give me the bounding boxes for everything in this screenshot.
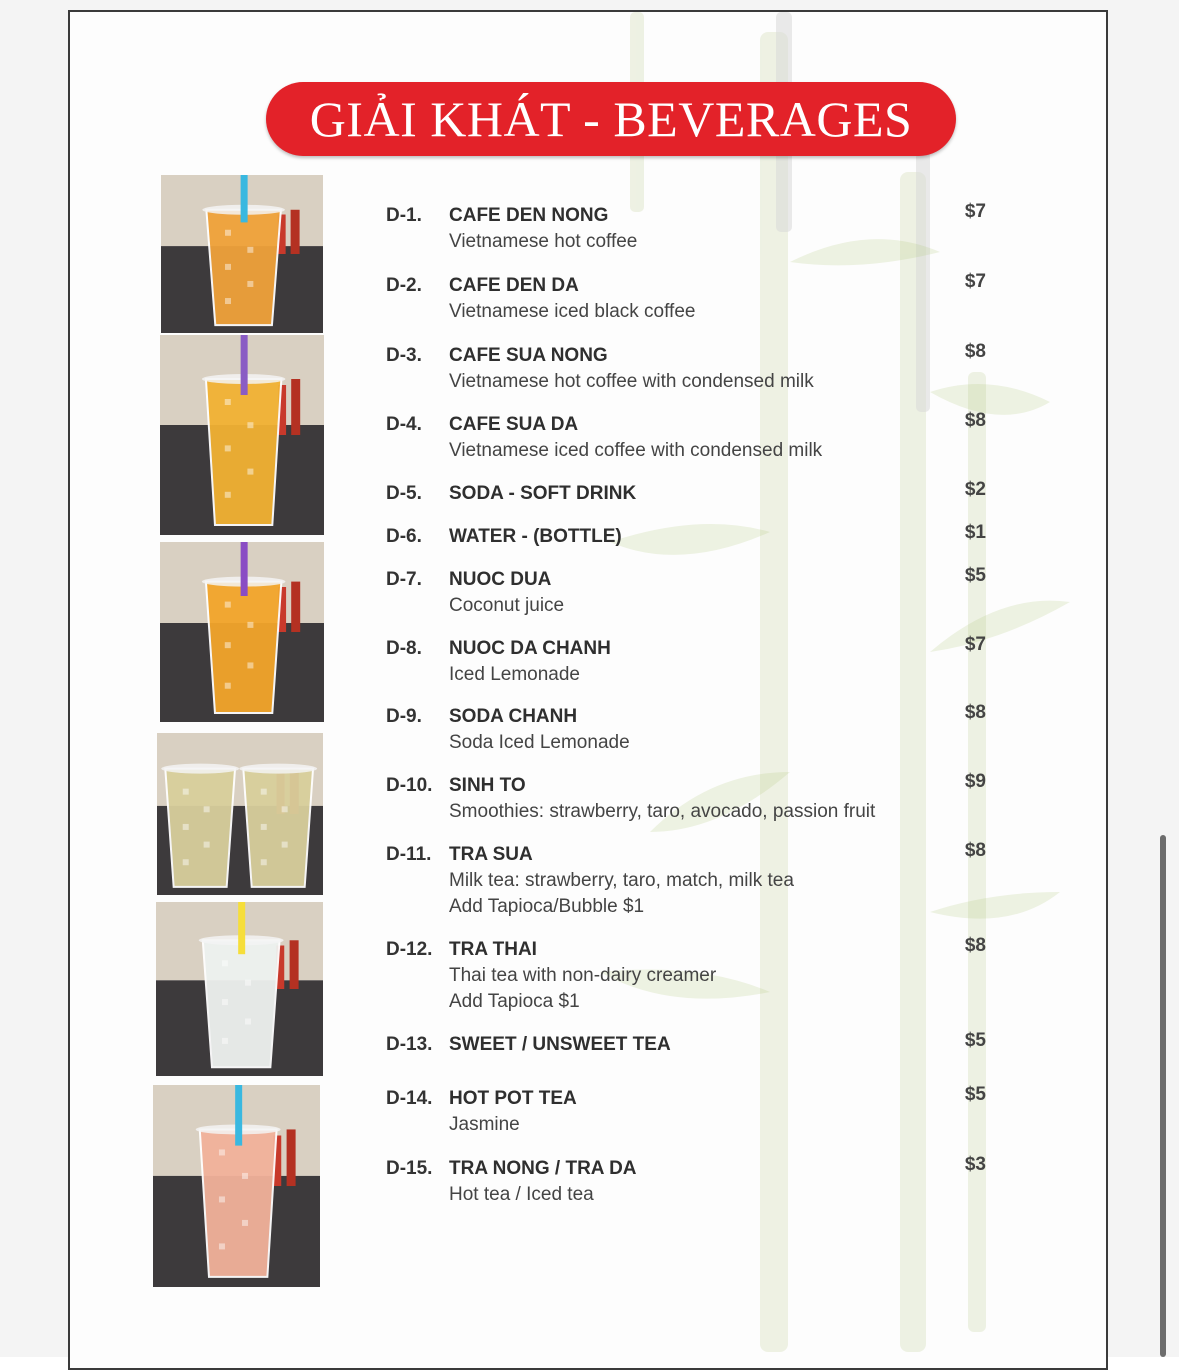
menu-item-name: CAFE DEN DA (449, 275, 579, 296)
menu-item-code: D-14. (386, 1088, 433, 1109)
menu-item-description: Vietnamese hot coffee with condensed milk (449, 371, 814, 392)
menu-item-code: D-7. (386, 569, 422, 590)
menu-item-description: Smoothies: strawberry, taro, avocado, passion fruit (449, 801, 876, 822)
menu-item-name: TRA THAI (449, 939, 537, 960)
menu-item-name: CAFE SUA DA (449, 414, 579, 435)
menu-item-price: $5 (964, 565, 986, 586)
menu-item-name: TRA NONG / TRA DA (449, 1158, 637, 1179)
menu-item-name: SODA - SOFT DRINK (449, 483, 637, 504)
menu-item-description: Milk tea: strawberry, taro, match, milk tea (449, 870, 794, 891)
menu-item-code: D-2. (386, 275, 422, 296)
menu-title: GIẢI KHÁT - BEVERAGES (309, 91, 913, 147)
menu-item-description: Soda Iced Lemonade (449, 732, 630, 753)
menu-item-price: $7 (964, 271, 986, 292)
scrollbar[interactable] (1160, 835, 1166, 1357)
menu-item-name: WATER - (BOTTLE) (449, 526, 622, 547)
menu-item-description: Vietnamese iced black coffee (449, 301, 696, 322)
menu-item-code: D-12. (386, 939, 433, 960)
menu-item-price: $7 (964, 634, 986, 655)
menu-item-description: Add Tapioca $1 (449, 991, 580, 1012)
menu-item-code: D-13. (386, 1034, 433, 1055)
menu-item-code: D-8. (386, 638, 422, 659)
menu-item-price: $2 (964, 479, 986, 500)
menu-item-description: Vietnamese iced coffee with condensed milk (449, 440, 823, 461)
menu-item-price: $3 (964, 1154, 986, 1175)
menu-item-price: $8 (964, 341, 986, 362)
menu-item-description: Jasmine (449, 1114, 520, 1135)
menu-item-price: $9 (964, 771, 986, 792)
menu-item-description: Iced Lemonade (449, 664, 580, 685)
menu-item-description: Thai tea with non-dairy creamer (449, 965, 717, 986)
menu-item-name: CAFE DEN NONG (449, 205, 609, 226)
lemonade-photo (156, 902, 323, 1076)
menu-item-name: NUOC DA CHANH (449, 638, 611, 659)
menu-item-name: SWEET / UNSWEET TEA (449, 1034, 671, 1055)
menu-item-price: $8 (964, 840, 986, 861)
iced-coffee-photo (160, 335, 324, 535)
menu-item-code: D-5. (386, 483, 422, 504)
thai-tea-photo (160, 542, 324, 722)
menu-item-code: D-10. (386, 775, 433, 796)
menu-title-banner (266, 82, 956, 156)
menu-item-price: $5 (964, 1084, 986, 1105)
menu-item-code: D-6. (386, 526, 422, 547)
menu-item-name: SINH TO (449, 775, 526, 796)
menu-item-price: $8 (964, 702, 986, 723)
menu-item-price: $8 (964, 410, 986, 431)
menu-item-code: D-15. (386, 1158, 433, 1179)
menu-item-description: Add Tapioca/Bubble $1 (449, 896, 645, 917)
menu-item-code: D-9. (386, 706, 422, 727)
menu-item-price: $8 (964, 935, 986, 956)
menu-item-price: $1 (964, 522, 986, 543)
menu-item-description: Coconut juice (449, 595, 565, 616)
orange-iced-drink-photo (161, 175, 323, 333)
milk-tea-photo (157, 733, 323, 895)
menu-item-code: D-11. (386, 844, 432, 865)
menu-item-name: SODA CHANH (449, 706, 578, 727)
menu-item-name: TRA SUA (449, 844, 533, 865)
menu-item-name: NUOC DUA (449, 569, 552, 590)
menu-item-code: D-1. (386, 205, 422, 226)
pink-milk-tea-photo (153, 1085, 320, 1287)
menu-item-code: D-3. (386, 345, 422, 366)
menu-item-name: HOT POT TEA (449, 1088, 577, 1109)
menu-item-code: D-4. (386, 414, 422, 435)
menu-item-description: Hot tea / Iced tea (449, 1184, 594, 1205)
menu-item-description: Vietnamese hot coffee (449, 231, 638, 252)
menu-item-name: CAFE SUA NONG (449, 345, 608, 366)
menu-item-price: $5 (964, 1030, 986, 1051)
menu-item-price: $7 (964, 201, 986, 222)
